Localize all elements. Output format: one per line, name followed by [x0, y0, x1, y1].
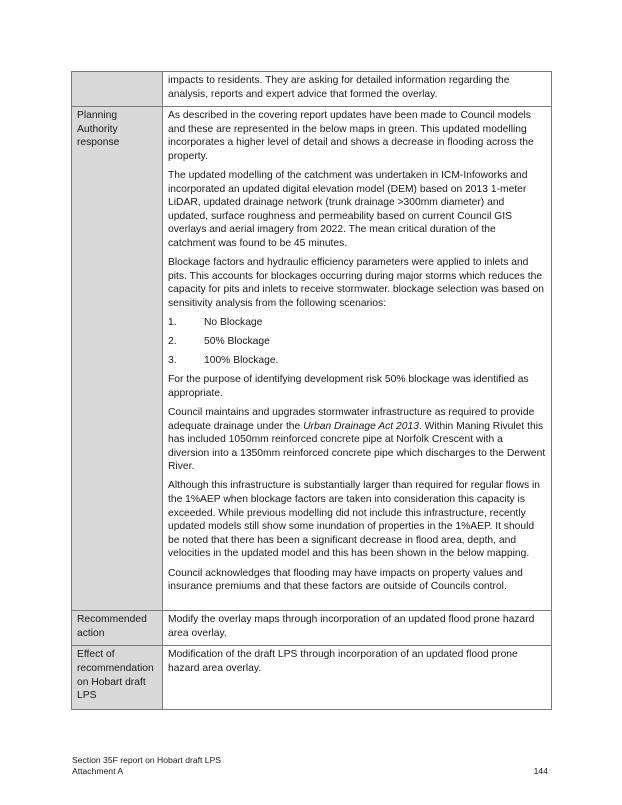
paragraph: impacts to residents. They are asking for detailed information regarding the analysis, reports and expert advice that formed the overlay.	[168, 75, 510, 100]
paragraph-text: Council maintains and upgrades stormwater infrastructure as required to provide adequate drainage under the	[168, 406, 535, 432]
table-row	[72, 72, 552, 107]
paragraph: Modify the overlay maps through incorporation of an updated flood prone hazard area overlay.	[168, 614, 535, 639]
paragraph: As described in the covering report updates have been made to Council models and these are represented in the below maps in green. This updated modelling incorporates a higher level of detail and shows a decrease in flooding across the property.	[168, 110, 534, 162]
paragraph: Modification of the draft LPS through incorporation of an updated flood prone hazard area overlay.	[168, 649, 518, 674]
list-number: 3.	[168, 355, 177, 367]
list-number: 2.	[168, 336, 177, 348]
row-content	[163, 611, 552, 646]
table-row	[72, 646, 552, 710]
paragraph	[168, 406, 546, 474]
footer-attachment: Attachment A	[72, 766, 124, 776]
list-item	[168, 335, 546, 349]
paragraph: Although this infrastructure is substantially larger than required for regular flows in the 1%AEP when blockage factors are taken into consideration this capacity is exceeded. While previous modelling did not include this infrastructure, recently updated models still show some inundation of properties in the 1%AEP. It should be noted that there has been a significant decrease in flood area, depth, and velocities in the updated model and this has been shown in the below mapping.	[168, 480, 541, 560]
row-content	[163, 646, 552, 710]
paragraph: The updated modelling of the catchment was undertaken in ICM-Infoworks and incorporated an updated digital elevation model (DEM) based on 2013 1-meter LiDAR, updated drainage network (trunk drainage >300mm diameter) and updated, surface roughness and permeability based on current Council GIS overlays and aerial imagery from 2022. The mean critical duration of the catchment was found to be 45 minutes.	[168, 170, 528, 250]
list-item	[168, 316, 546, 330]
list-number: 1.	[168, 317, 177, 328]
representation-table	[71, 71, 552, 710]
page-footer	[72, 755, 548, 777]
list-text: No Blockage	[204, 317, 263, 328]
table-row	[72, 107, 552, 611]
page-number: 144	[533, 766, 548, 776]
row-label-empty	[72, 72, 163, 107]
footer-report-title: Section 35F report on Hobart draft LPS	[72, 755, 222, 765]
paragraph: Council acknowledges that flooding may have impacts on property values and insurance premiums and that these factors are outside of Councils control.	[168, 567, 523, 593]
row-content	[163, 107, 552, 611]
paragraph: For the purpose of identifying development risk 50% blockage was identified as appropriate.	[168, 374, 529, 399]
row-label-recommended-action: Recommended action	[72, 611, 163, 646]
row-label-planning-authority-response: Planning Authority response	[72, 107, 163, 611]
table-row	[72, 611, 552, 646]
list-text: 100% Blockage.	[204, 355, 279, 367]
list-item	[168, 354, 546, 368]
row-content	[163, 72, 552, 107]
list-text: 50% Blockage	[204, 336, 270, 348]
act-title: Urban Drainage Act 2013	[303, 420, 419, 432]
paragraph: Blockage factors and hydraulic efficiency parameters were applied to inlets and pits. This accounts for blockages occurring during major storms which reduces the capacity for pits and inlets to receive stormwater. blockage selection was based on sensitivity analysis from the following scenarios:	[168, 257, 545, 309]
row-label-effect-of-recommendation: Effect of recommendation on Hobart draft LPS	[72, 646, 163, 710]
paragraph-text: . Within Maning Rivulet this has included 1050mm reinforced concrete pipe at Norfolk Crescent with a diversion into a 1350mm reinforced concrete pipe which discharges to the Derwent River.	[168, 420, 546, 473]
